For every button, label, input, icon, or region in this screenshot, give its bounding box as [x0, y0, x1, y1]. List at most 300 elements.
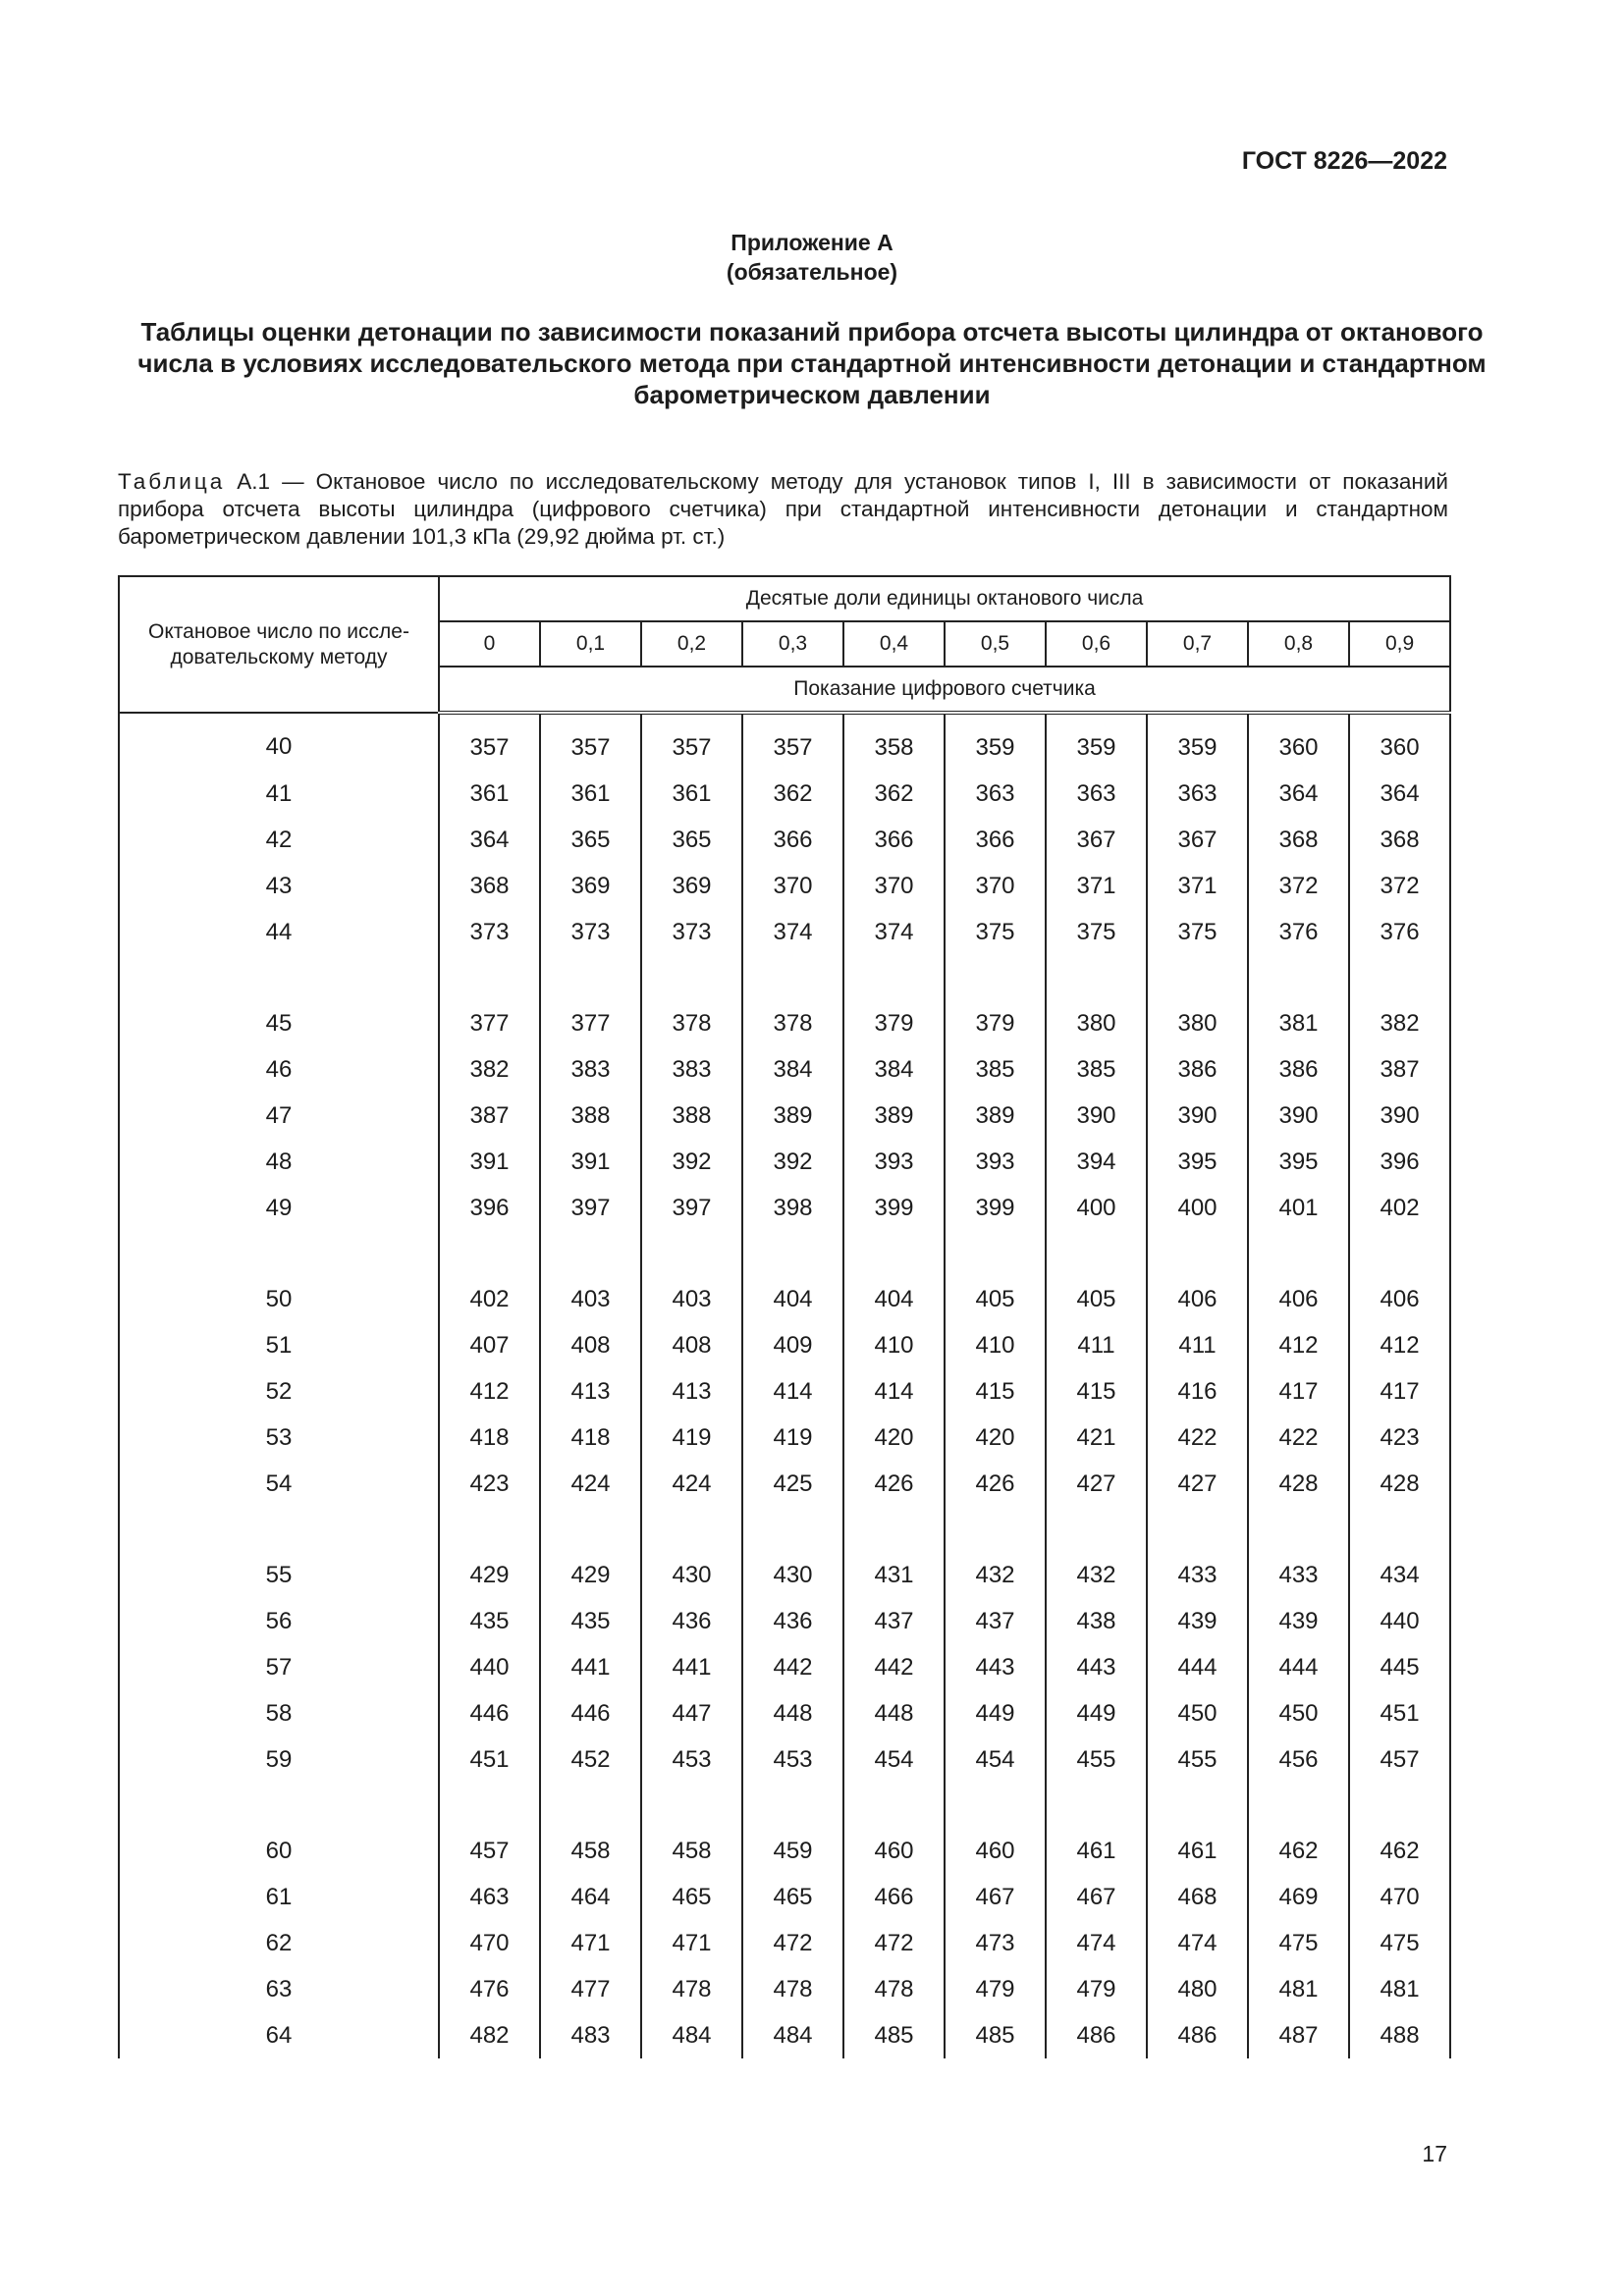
counter-value-cell: 381: [1248, 1000, 1349, 1046]
counter-value-cell: 424: [540, 1461, 641, 1507]
appendix-subtitle: (обязательное): [726, 259, 898, 285]
table-row: [119, 1368, 1450, 1415]
counter-value-cell: 366: [742, 817, 843, 863]
counter-value-cell: 449: [1046, 1690, 1147, 1736]
counter-value-cell: 423: [1349, 1415, 1450, 1461]
counter-value-cell: 439: [1147, 1598, 1248, 1644]
counter-value-cell: 373: [540, 909, 641, 955]
octane-number-cell: 61: [119, 1874, 439, 1920]
counter-value-cell: 392: [742, 1139, 843, 1185]
counter-value-cell: 433: [1147, 1552, 1248, 1598]
counter-value-cell: 480: [1147, 1966, 1248, 2012]
octane-number-cell: 50: [119, 1276, 439, 1322]
table-row: [119, 1139, 1450, 1185]
counter-value-cell: 374: [742, 909, 843, 955]
counter-value-cell: 481: [1248, 1966, 1349, 2012]
counter-value-cell: 444: [1147, 1644, 1248, 1690]
table-row: [119, 1920, 1450, 1966]
counter-value-cell: 457: [439, 1828, 540, 1874]
counter-value-cell: 380: [1147, 1000, 1248, 1046]
counter-value-cell: 368: [1248, 817, 1349, 863]
counter-value-cell: 369: [540, 863, 641, 909]
counter-value-cell: 441: [540, 1644, 641, 1690]
counter-value-cell: 393: [843, 1139, 945, 1185]
counter-value-cell: 411: [1046, 1322, 1147, 1368]
spacer-cell: [1349, 1231, 1450, 1276]
counter-value-cell: 412: [1349, 1322, 1450, 1368]
counter-value-cell: 486: [1147, 2012, 1248, 2058]
counter-value-cell: 365: [641, 817, 742, 863]
counter-value-cell: 430: [742, 1552, 843, 1598]
table-row: [119, 771, 1450, 817]
counter-value-cell: 429: [439, 1552, 540, 1598]
counter-value-cell: 444: [1248, 1644, 1349, 1690]
counter-value-cell: 469: [1248, 1874, 1349, 1920]
counter-value-cell: 458: [540, 1828, 641, 1874]
counter-value-cell: 434: [1349, 1552, 1450, 1598]
counter-value-cell: 389: [945, 1093, 1046, 1139]
counter-value-cell: 373: [641, 909, 742, 955]
table-row: [119, 1644, 1450, 1690]
counter-value-cell: 376: [1248, 909, 1349, 955]
counter-value-cell: 442: [843, 1644, 945, 1690]
octane-number-cell: 41: [119, 771, 439, 817]
counter-value-cell: 391: [540, 1139, 641, 1185]
counter-value-cell: 382: [439, 1046, 540, 1093]
page-number: 17: [1422, 2141, 1447, 2166]
octane-number-cell: 63: [119, 1966, 439, 2012]
spacer-cell: [439, 1783, 540, 1828]
counter-value-cell: 375: [945, 909, 1046, 955]
counter-value-cell: 438: [1046, 1598, 1147, 1644]
spacer-cell: [439, 955, 540, 1000]
octane-table: [118, 575, 1451, 2058]
counter-value-cell: 466: [843, 1874, 945, 1920]
column-header: 0,5: [945, 621, 1046, 667]
table-row: [119, 1000, 1450, 1046]
spacer-cell: [641, 1507, 742, 1552]
caption-lead: Таблица: [118, 469, 226, 494]
counter-value-cell: 465: [641, 1874, 742, 1920]
column-header: 0,3: [742, 621, 843, 667]
counter-value-cell: 450: [1147, 1690, 1248, 1736]
counter-value-cell: 406: [1248, 1276, 1349, 1322]
spacer-cell: [540, 1231, 641, 1276]
counter-value-cell: 359: [1147, 713, 1248, 771]
counter-value-cell: 422: [1248, 1415, 1349, 1461]
octane-number-cell: 42: [119, 817, 439, 863]
counter-value-cell: 455: [1147, 1736, 1248, 1783]
counter-value-cell: 452: [540, 1736, 641, 1783]
counter-value-cell: 443: [1046, 1644, 1147, 1690]
counter-value-cell: 478: [641, 1966, 742, 2012]
appendix-title: Приложение А: [731, 230, 893, 255]
counter-value-cell: 390: [1147, 1093, 1248, 1139]
spacer-cell: [843, 1783, 945, 1828]
counter-value-cell: 471: [641, 1920, 742, 1966]
counter-value-cell: 408: [641, 1322, 742, 1368]
counter-value-cell: 453: [742, 1736, 843, 1783]
spacer-cell: [1349, 1507, 1450, 1552]
counter-value-cell: 365: [540, 817, 641, 863]
counter-value-cell: 373: [439, 909, 540, 955]
counter-value-cell: 413: [540, 1368, 641, 1415]
counter-value-cell: 364: [1349, 771, 1450, 817]
counter-value-cell: 482: [439, 2012, 540, 2058]
counter-value-cell: 385: [945, 1046, 1046, 1093]
counter-value-cell: 440: [1349, 1598, 1450, 1644]
spacer-cell: [119, 1783, 439, 1828]
counter-value-cell: 479: [1046, 1966, 1147, 2012]
group-header: Десятые доли единицы октанового числа: [439, 576, 1450, 621]
spacer-cell: [119, 1231, 439, 1276]
counter-value-cell: 399: [843, 1185, 945, 1231]
counter-value-cell: 415: [945, 1368, 1046, 1415]
counter-value-cell: 402: [1349, 1185, 1450, 1231]
counter-value-cell: 467: [945, 1874, 1046, 1920]
column-header: 0,4: [843, 621, 945, 667]
column-header: 0,1: [540, 621, 641, 667]
table-row: [119, 1276, 1450, 1322]
counter-value-cell: 357: [439, 713, 540, 771]
column-header: 0,7: [1147, 621, 1248, 667]
counter-value-cell: 421: [1046, 1415, 1147, 1461]
spacer-cell: [439, 1231, 540, 1276]
counter-value-cell: 377: [439, 1000, 540, 1046]
counter-value-cell: 470: [1349, 1874, 1450, 1920]
counter-value-cell: 386: [1147, 1046, 1248, 1093]
counter-value-cell: 380: [1046, 1000, 1147, 1046]
counter-value-cell: 403: [540, 1276, 641, 1322]
group-spacer: [119, 955, 1450, 1000]
counter-value-cell: 412: [1248, 1322, 1349, 1368]
column-header: 0,2: [641, 621, 742, 667]
octane-number-cell: 44: [119, 909, 439, 955]
counter-value-cell: 442: [742, 1644, 843, 1690]
table-row: [119, 1093, 1450, 1139]
spacer-cell: [1349, 955, 1450, 1000]
counter-value-cell: 359: [945, 713, 1046, 771]
octane-number-cell: 49: [119, 1185, 439, 1231]
counter-value-cell: 460: [945, 1828, 1046, 1874]
counter-value-cell: 461: [1147, 1828, 1248, 1874]
counter-value-cell: 473: [945, 1920, 1046, 1966]
counter-value-cell: 370: [945, 863, 1046, 909]
octane-number-cell: 59: [119, 1736, 439, 1783]
counter-value-cell: 404: [843, 1276, 945, 1322]
octane-number-cell: 55: [119, 1552, 439, 1598]
table-row: [119, 1461, 1450, 1507]
group-spacer: [119, 1783, 1450, 1828]
octane-number-cell: 51: [119, 1322, 439, 1368]
octane-number-cell: 58: [119, 1690, 439, 1736]
spacer-cell: [439, 1507, 540, 1552]
spacer-cell: [742, 1783, 843, 1828]
counter-value-cell: 429: [540, 1552, 641, 1598]
counter-value-cell: 432: [945, 1552, 1046, 1598]
counter-value-cell: 455: [1046, 1736, 1147, 1783]
octane-number-cell: 57: [119, 1644, 439, 1690]
counter-value-cell: 472: [742, 1920, 843, 1966]
counter-value-cell: 378: [641, 1000, 742, 1046]
counter-value-cell: 462: [1248, 1828, 1349, 1874]
spacer-cell: [742, 955, 843, 1000]
counter-value-cell: 392: [641, 1139, 742, 1185]
counter-value-cell: 419: [641, 1415, 742, 1461]
counter-value-cell: 484: [742, 2012, 843, 2058]
counter-value-cell: 461: [1046, 1828, 1147, 1874]
counter-value-cell: 415: [1046, 1368, 1147, 1415]
counter-value-cell: 384: [843, 1046, 945, 1093]
counter-value-cell: 467: [1046, 1874, 1147, 1920]
counter-value-cell: 484: [641, 2012, 742, 2058]
counter-value-cell: 432: [1046, 1552, 1147, 1598]
counter-value-cell: 372: [1349, 863, 1450, 909]
counter-value-cell: 393: [945, 1139, 1046, 1185]
counter-value-cell: 391: [439, 1139, 540, 1185]
counter-value-cell: 428: [1248, 1461, 1349, 1507]
counter-value-cell: 364: [439, 817, 540, 863]
counter-value-cell: 488: [1349, 2012, 1450, 2058]
counter-value-cell: 362: [742, 771, 843, 817]
spacer-cell: [742, 1507, 843, 1552]
counter-value-cell: 401: [1248, 1185, 1349, 1231]
counter-value-cell: 485: [945, 2012, 1046, 2058]
counter-value-cell: 463: [439, 1874, 540, 1920]
counter-value-cell: 396: [1349, 1139, 1450, 1185]
counter-value-cell: 360: [1248, 713, 1349, 771]
spacer-cell: [1248, 1783, 1349, 1828]
counter-value-cell: 376: [1349, 909, 1450, 955]
table-row: [119, 1828, 1450, 1874]
octane-number-cell: 53: [119, 1415, 439, 1461]
counter-value-cell: 474: [1147, 1920, 1248, 1966]
counter-value-cell: 435: [439, 1598, 540, 1644]
octane-number-cell: 47: [119, 1093, 439, 1139]
counter-value-cell: 394: [1046, 1139, 1147, 1185]
spacer-cell: [641, 955, 742, 1000]
counter-value-cell: 357: [540, 713, 641, 771]
counter-value-cell: 407: [439, 1322, 540, 1368]
spacer-cell: [119, 955, 439, 1000]
octane-number-cell: 64: [119, 2012, 439, 2058]
counter-value-cell: 404: [742, 1276, 843, 1322]
column-header: 0,9: [1349, 621, 1450, 667]
column-header: 0,6: [1046, 621, 1147, 667]
spacer-cell: [1248, 955, 1349, 1000]
spacer-cell: [1046, 1231, 1147, 1276]
counter-value-cell: 468: [1147, 1874, 1248, 1920]
table-row: [119, 1598, 1450, 1644]
table-row: [119, 1552, 1450, 1598]
counter-value-cell: 414: [742, 1368, 843, 1415]
group-spacer: [119, 1231, 1450, 1276]
counter-value-cell: 451: [439, 1736, 540, 1783]
counter-value-cell: 483: [540, 2012, 641, 2058]
spacer-cell: [1248, 1231, 1349, 1276]
counter-value-cell: 433: [1248, 1552, 1349, 1598]
counter-value-cell: 362: [843, 771, 945, 817]
counter-value-cell: 476: [439, 1966, 540, 2012]
table-row: [119, 1185, 1450, 1231]
spacer-cell: [1046, 1507, 1147, 1552]
counter-value-cell: 435: [540, 1598, 641, 1644]
counter-value-cell: 387: [1349, 1046, 1450, 1093]
counter-value-cell: 409: [742, 1322, 843, 1368]
counter-value-cell: 457: [1349, 1736, 1450, 1783]
table-row: [119, 817, 1450, 863]
counter-value-cell: 379: [843, 1000, 945, 1046]
counter-value-cell: 364: [1248, 771, 1349, 817]
counter-value-cell: 443: [945, 1644, 1046, 1690]
counter-value-cell: 418: [540, 1415, 641, 1461]
counter-value-cell: 475: [1349, 1920, 1450, 1966]
counter-value-cell: 367: [1147, 817, 1248, 863]
spacer-cell: [843, 1507, 945, 1552]
counter-value-cell: 384: [742, 1046, 843, 1093]
spacer-cell: [1147, 1231, 1248, 1276]
counter-value-cell: 425: [742, 1461, 843, 1507]
spacer-cell: [1147, 1507, 1248, 1552]
counter-value-cell: 403: [641, 1276, 742, 1322]
counter-value-cell: 375: [1147, 909, 1248, 955]
spacer-cell: [641, 1783, 742, 1828]
counter-value-cell: 379: [945, 1000, 1046, 1046]
counter-value-cell: 402: [439, 1276, 540, 1322]
octane-number-cell: 45: [119, 1000, 439, 1046]
counter-value-cell: 426: [843, 1461, 945, 1507]
counter-value-cell: 361: [641, 771, 742, 817]
counter-value-cell: 486: [1046, 2012, 1147, 2058]
spacer-cell: [1147, 955, 1248, 1000]
main-title: Таблицы оценки детонации по зависимости показаний прибора отсчета высоты цилиндра от октанового числа в условиях исследовательского метода при стандартной интенсивности детонации и стандартном барометрическом давлении: [137, 317, 1487, 409]
counter-value-cell: 368: [1349, 817, 1450, 863]
counter-value-cell: 487: [1248, 2012, 1349, 2058]
counter-value-cell: 366: [843, 817, 945, 863]
counter-value-cell: 453: [641, 1736, 742, 1783]
counter-value-cell: 395: [1248, 1139, 1349, 1185]
counter-value-cell: 357: [742, 713, 843, 771]
row-header: Октановое число по иссле-довательскому методу: [119, 576, 439, 713]
counter-value-cell: 448: [843, 1690, 945, 1736]
table-row: [119, 1046, 1450, 1093]
counter-value-cell: 400: [1147, 1185, 1248, 1231]
spacer-cell: [540, 955, 641, 1000]
counter-value-cell: 419: [742, 1415, 843, 1461]
counter-value-cell: 417: [1248, 1368, 1349, 1415]
counter-value-cell: 363: [1147, 771, 1248, 817]
counter-value-cell: 456: [1248, 1736, 1349, 1783]
counter-value-cell: 406: [1349, 1276, 1450, 1322]
counter-value-cell: 395: [1147, 1139, 1248, 1185]
octane-number-cell: 56: [119, 1598, 439, 1644]
octane-number-cell: 52: [119, 1368, 439, 1415]
counter-value-cell: 378: [742, 1000, 843, 1046]
spacer-cell: [945, 1783, 1046, 1828]
spacer-cell: [119, 1507, 439, 1552]
counter-value-cell: 389: [742, 1093, 843, 1139]
counter-value-cell: 385: [1046, 1046, 1147, 1093]
spacer-cell: [843, 955, 945, 1000]
counter-value-cell: 424: [641, 1461, 742, 1507]
octane-number-cell: 43: [119, 863, 439, 909]
table-row: [119, 1874, 1450, 1920]
spacer-cell: [742, 1231, 843, 1276]
counter-value-cell: 383: [540, 1046, 641, 1093]
counter-value-cell: 437: [945, 1598, 1046, 1644]
counter-value-cell: 358: [843, 713, 945, 771]
counter-value-cell: 400: [1046, 1185, 1147, 1231]
counter-value-cell: 449: [945, 1690, 1046, 1736]
counter-value-cell: 423: [439, 1461, 540, 1507]
counter-value-cell: 462: [1349, 1828, 1450, 1874]
octane-number-cell: 60: [119, 1828, 439, 1874]
counter-value-cell: 448: [742, 1690, 843, 1736]
counter-value-cell: 471: [540, 1920, 641, 1966]
counter-value-cell: 361: [439, 771, 540, 817]
counter-value-cell: 363: [1046, 771, 1147, 817]
table-row: [119, 2012, 1450, 2058]
counter-value-cell: 431: [843, 1552, 945, 1598]
counter-value-cell: 386: [1248, 1046, 1349, 1093]
spacer-cell: [641, 1231, 742, 1276]
counter-value-cell: 387: [439, 1093, 540, 1139]
counter-value-cell: 454: [945, 1736, 1046, 1783]
counter-value-cell: 417: [1349, 1368, 1450, 1415]
counter-value-cell: 410: [945, 1322, 1046, 1368]
counter-value-cell: 359: [1046, 713, 1147, 771]
counter-value-cell: 414: [843, 1368, 945, 1415]
counter-value-cell: 389: [843, 1093, 945, 1139]
counter-value-cell: 397: [641, 1185, 742, 1231]
counter-value-cell: 477: [540, 1966, 641, 2012]
counter-value-cell: 436: [641, 1598, 742, 1644]
counter-value-cell: 428: [1349, 1461, 1450, 1507]
spacer-cell: [945, 955, 1046, 1000]
counter-value-cell: 390: [1046, 1093, 1147, 1139]
counter-value-cell: 460: [843, 1828, 945, 1874]
counter-value-cell: 411: [1147, 1322, 1248, 1368]
counter-value-cell: 458: [641, 1828, 742, 1874]
counter-value-cell: 397: [540, 1185, 641, 1231]
counter-value-cell: 478: [843, 1966, 945, 2012]
caption-text: А.1 — Октановое число по исследовательскому методу для установок типов I, III в зависимости от показаний прибора отсчета высоты цилиндра (цифрового счетчика) при стандартной интенсивности детонации и стандартном барометрическом давлении 101,3 кПа (29,92 дюйма рт. ст.): [118, 469, 1448, 549]
spacer-cell: [540, 1783, 641, 1828]
counter-value-cell: 439: [1248, 1598, 1349, 1644]
counter-value-cell: 472: [843, 1920, 945, 1966]
counter-value-cell: 427: [1147, 1461, 1248, 1507]
table-row: [119, 1736, 1450, 1783]
table-row: [119, 1966, 1450, 2012]
counter-value-cell: 367: [1046, 817, 1147, 863]
counter-value-cell: 475: [1248, 1920, 1349, 1966]
counter-value-cell: 370: [843, 863, 945, 909]
counter-value-cell: 446: [439, 1690, 540, 1736]
counter-value-cell: 430: [641, 1552, 742, 1598]
counter-value-cell: 465: [742, 1874, 843, 1920]
counter-value-cell: 447: [641, 1690, 742, 1736]
table-row: [119, 713, 1450, 771]
column-header: 0: [439, 621, 540, 667]
table-row: [119, 1690, 1450, 1736]
counter-value-cell: 388: [641, 1093, 742, 1139]
counter-value-cell: 422: [1147, 1415, 1248, 1461]
counter-value-cell: 370: [742, 863, 843, 909]
group-spacer: [119, 1507, 1450, 1552]
table-row: [119, 1415, 1450, 1461]
counter-value-cell: 405: [1046, 1276, 1147, 1322]
counter-value-cell: 369: [641, 863, 742, 909]
